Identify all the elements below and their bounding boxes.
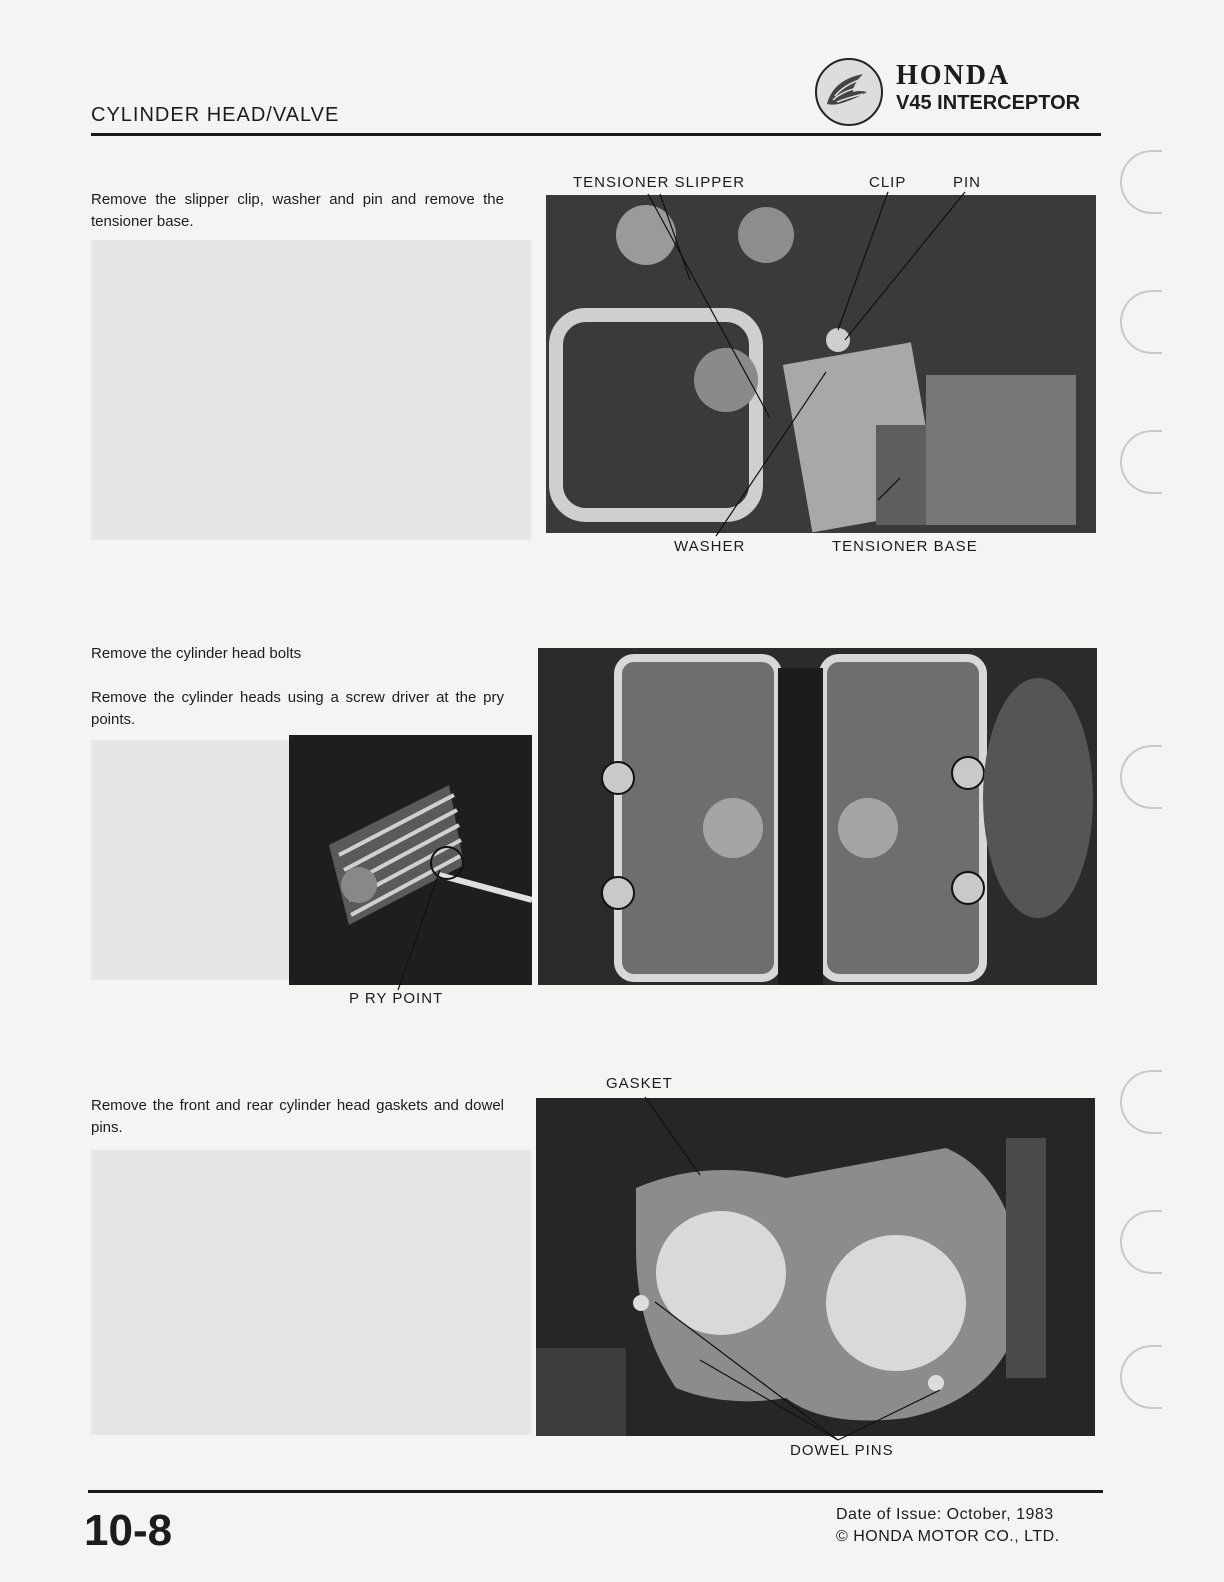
callout-tensioner-slipper: TENSIONER SLIPPER <box>573 174 746 191</box>
callout-clip: CLIP <box>869 174 907 191</box>
step-3-text: Remove the front and rear cylinder head gaskets and dowel pins. <box>91 1097 504 1136</box>
step-2-text-1: Remove the cylinder head bolts <box>91 645 302 662</box>
binder-hole <box>1120 1345 1162 1409</box>
faded-background-photo <box>91 1150 531 1435</box>
binder-hole <box>1120 430 1162 494</box>
section-title: CYLINDER HEAD/VALVE <box>91 104 340 126</box>
binder-hole <box>1120 150 1162 214</box>
step-2-text-2: Remove the cylinder heads using a screw driver at the pry points. <box>91 689 504 728</box>
binder-hole <box>1120 290 1162 354</box>
cylinder-heads-photo <box>538 648 1097 985</box>
page-number: 10-8 <box>84 1506 173 1555</box>
binder-hole <box>1120 745 1162 809</box>
issue-date: Date of Issue: October, 1983 <box>836 1506 1054 1523</box>
faded-background-photo <box>91 240 531 540</box>
binder-hole <box>1120 1210 1162 1274</box>
footer-rule <box>88 1490 1103 1493</box>
issue-info <box>836 1504 1060 1548</box>
binder-hole <box>1120 1070 1162 1134</box>
callout-gasket: GASKET <box>606 1075 673 1092</box>
callout-tensioner-base: TENSIONER BASE <box>832 538 978 555</box>
model-name: V45 INTERCEPTOR <box>896 92 1081 114</box>
callout-pin: PIN <box>953 174 982 191</box>
header-rule <box>91 133 1101 136</box>
tensioner-photo <box>546 195 1096 533</box>
callout-washer: WASHER <box>674 538 746 555</box>
honda-wing-logo-icon <box>823 70 871 112</box>
gasket-photo <box>536 1098 1095 1436</box>
brand-name: HONDA <box>896 60 1011 91</box>
copyright: © HONDA MOTOR CO., LTD. <box>836 1528 1060 1545</box>
faded-background-photo <box>91 740 291 980</box>
callout-pry-point: P RY POINT <box>349 990 444 1007</box>
pry-point-photo <box>289 735 532 985</box>
callout-dowel-pins: DOWEL PINS <box>790 1442 894 1459</box>
step-1-text: Remove the slipper clip, washer and pin and remove the tensioner base. <box>91 191 504 230</box>
